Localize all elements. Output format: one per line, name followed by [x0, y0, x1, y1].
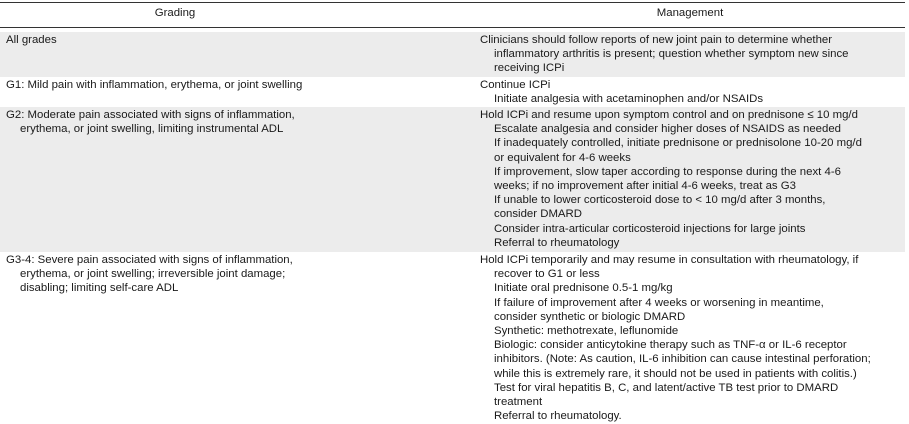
- management-line: If inadequately controlled, initiate prednisone or prednisolone 10-20 mg/d: [494, 137, 862, 150]
- grade-line: disabling; limiting self-care ADL: [20, 282, 179, 295]
- grade-cell: [6, 33, 466, 47]
- management-line: Referral to rheumatology.: [494, 410, 622, 423]
- management-line: Continue ICPi: [480, 79, 551, 91]
- management-cell: [480, 108, 900, 250]
- management-line: Initiate oral prednisone 0.5-1 mg/kg: [494, 282, 673, 295]
- table-row-all-grades: [0, 32, 905, 77]
- management-line: Initiate analgesia with acetaminophen and/or NSAIDs: [494, 93, 764, 106]
- management-line: recover to G1 or less: [494, 268, 600, 281]
- table-row-g3-4: [0, 252, 905, 424]
- management-line: weeks; if no improvement after initial 4-6 weeks, treat as G3: [494, 180, 796, 193]
- management-line: consider DMARD: [494, 208, 582, 221]
- management-line: Hold ICPi and resume upon symptom control and on prednisone ≤ 10 mg/d: [480, 109, 858, 121]
- table-row-g1: [0, 77, 905, 107]
- management-line: receiving ICPi: [494, 62, 565, 75]
- management-line: Consider intra-articular corticosteroid injections for large joints: [494, 222, 806, 235]
- grade-cell: [6, 108, 466, 136]
- management-cell: [480, 33, 900, 76]
- management-line: Clinicians should follow reports of new joint pain to determine whether: [480, 34, 833, 46]
- grade-line: G2: Moderate pain associated with signs of inflammation,: [6, 109, 295, 121]
- management-line: Synthetic: methotrexate, leflunomide: [494, 325, 679, 338]
- management-line: If improvement, slow taper according to response during the next 4-6: [494, 165, 841, 178]
- header-management: Management: [656, 7, 724, 19]
- grade-line: All grades: [6, 34, 57, 46]
- grade-cell: [6, 253, 466, 296]
- management-line: Escalate analgesia and consider higher doses of NSAIDS as needed: [494, 123, 842, 136]
- management-line: or equivalent for 4-6 weeks: [494, 151, 631, 164]
- management-line: Hold ICPi temporarily and may resume in consultation with rheumatology, if: [480, 254, 859, 266]
- management-cell: [480, 78, 900, 106]
- management-line: consider synthetic or biologic DMARD: [494, 310, 686, 323]
- grade-line: G1: Mild pain with inflammation, erythema, or joint swelling: [6, 79, 303, 91]
- management-line: Test for viral hepatitis B, C, and latent/active TB test prior to DMARD: [494, 381, 839, 394]
- management-line: Referral to rheumatology: [494, 236, 620, 249]
- grade-line: erythema, or joint swelling; irreversible joint damage;: [20, 268, 286, 281]
- grade-cell: [6, 78, 466, 92]
- management-line: while this is extremely rare, it should not be used in patients with colitis.): [494, 367, 857, 380]
- management-line: If unable to lower corticosteroid dose to < 10 mg/d after 3 months,: [494, 194, 826, 207]
- management-line: Biologic: consider anticytokine therapy such as TNF-α or IL-6 receptor: [494, 339, 847, 352]
- management-line: inhibitors. (Note: As caution, IL-6 inhibition can cause intestinal perforation;: [494, 353, 871, 366]
- header-grading: Grading: [154, 7, 196, 19]
- header-rule: [0, 27, 905, 28]
- grade-line: G3-4: Severe pain associated with signs of inflammation,: [6, 254, 293, 266]
- grade-line: erythema, or joint swelling, limiting instrumental ADL: [20, 123, 284, 136]
- management-cell: [480, 253, 900, 423]
- management-line: If failure of improvement after 4 weeks or worsening in meantime,: [494, 296, 824, 309]
- management-line: treatment: [494, 396, 543, 409]
- table-top-rule: [0, 2, 905, 3]
- table-row-g2: [0, 107, 905, 252]
- management-line: inflammatory arthritis is present; question whether symptom new since: [494, 48, 849, 61]
